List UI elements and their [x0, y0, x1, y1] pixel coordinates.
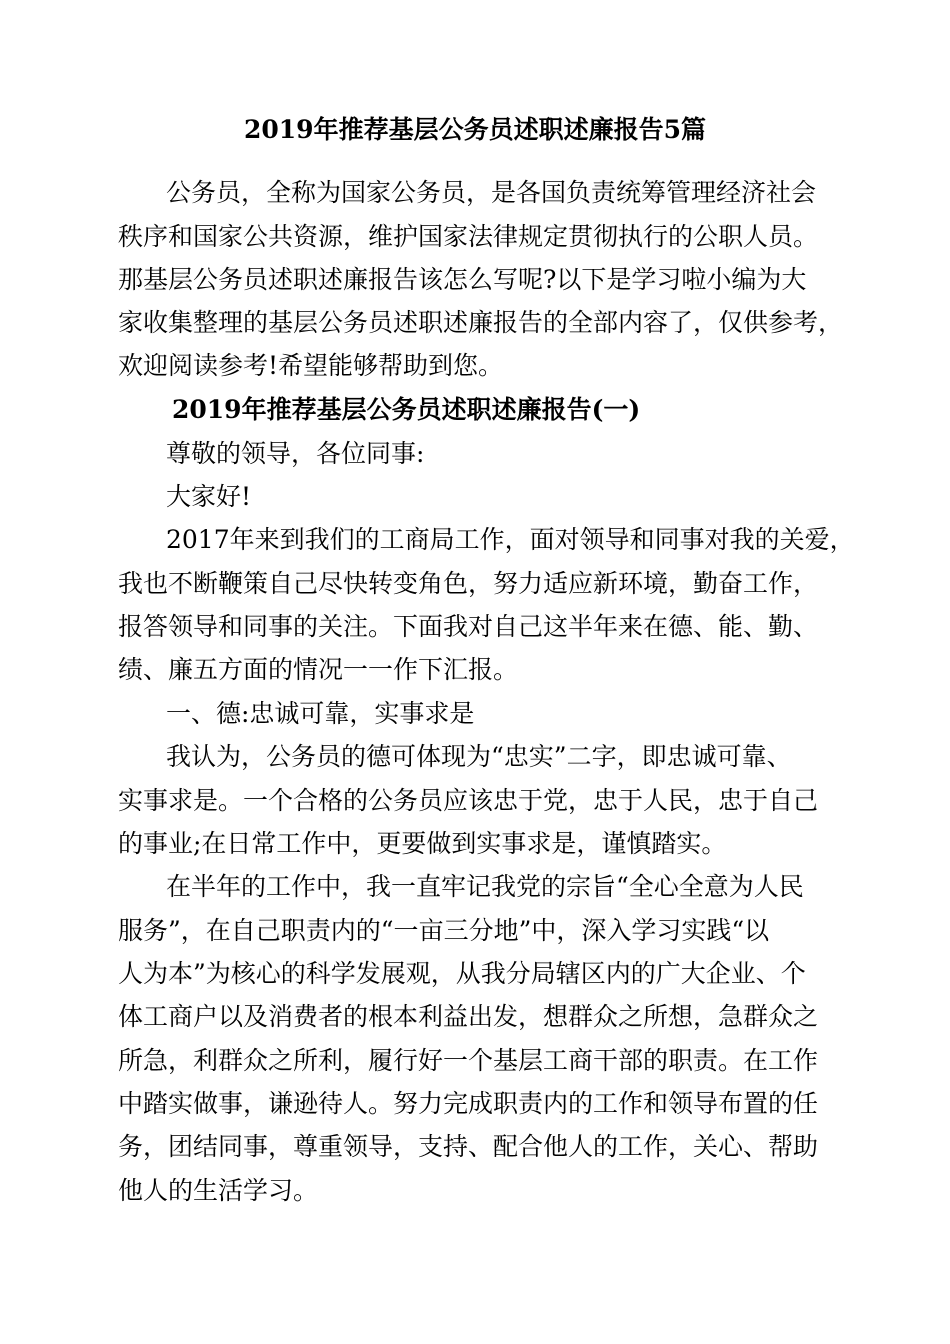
intro-line: 欢迎阅读参考!希望能够帮助到您。 [118, 351, 504, 380]
intro-line: 那基层公务员述职述廉报告该怎么写呢?以下是学习啦小编为大 [118, 265, 807, 294]
paragraph-line: 务，团结同事，尊重领导，支持、配合他人的工作，关心、帮助 [118, 1132, 819, 1161]
paragraph-line: 他人的生活学习。 [118, 1176, 319, 1205]
paragraph-line: 2017年来到我们的工商局工作，面对领导和同事对我的关爱， [166, 525, 855, 554]
intro-line: 秩序和国家公共资源，维护国家法律规定贯彻执行的公职人员。 [118, 222, 819, 251]
paragraph-line: 报答领导和同事的关注。下面我对自己这半年来在德、能、勤、 [118, 612, 819, 641]
paragraph-line: 人为本”为核心的科学发展观，从我分局辖区内的广大企业、个 [118, 959, 806, 988]
paragraph-line: 绩、廉五方面的情况一一作下汇报。 [118, 655, 519, 684]
paragraph-line: 中踏实做事，谦逊待人。努力完成职责内的工作和领导布置的任 [118, 1089, 819, 1118]
paragraph-line: 我认为，公务员的德可体现为“忠实”二字，即忠诚可靠、 [166, 742, 792, 771]
paragraph-line: 所急，利群众之所利，履行好一个基层工商干部的职责。在工作 [118, 1046, 819, 1075]
paragraph-line: 的事业;在日常工作中，更要做到实事求是，谨慎踏实。 [118, 829, 727, 858]
document-title: 2019年推荐基层公务员述职述廉报告5篇 [244, 115, 706, 144]
paragraph-line: 体工商户以及消费者的根本利益出发，想群众之所想，急群众之 [118, 1002, 819, 1031]
intro-line: 公务员，全称为国家公务员，是各国负责统筹管理经济社会 [166, 178, 817, 207]
paragraph-line: 服务”，在自己职责内的“一亩三分地”中，深入学习实践“以 [118, 916, 770, 945]
greeting: 大家好! [166, 482, 252, 511]
section-heading: 2019年推荐基层公务员述职述廉报告(一) [172, 395, 641, 424]
paragraph-line: 在半年的工作中，我一直牢记我党的宗旨“全心全意为人民 [166, 872, 804, 901]
intro-line: 家收集整理的基层公务员述职述廉报告的全部内容了，仅供参考， [118, 308, 844, 337]
salutation: 尊敬的领导，各位同事: [166, 439, 425, 468]
paragraph-line: 实事求是。一个合格的公务员应该忠于党，忠于人民，忠于自己 [118, 786, 819, 815]
paragraph-line: 我也不断鞭策自己尽快转变角色，努力适应新环境，勤奋工作， [118, 569, 819, 598]
subheading: 一、德:忠诚可靠，实事求是 [166, 699, 475, 728]
